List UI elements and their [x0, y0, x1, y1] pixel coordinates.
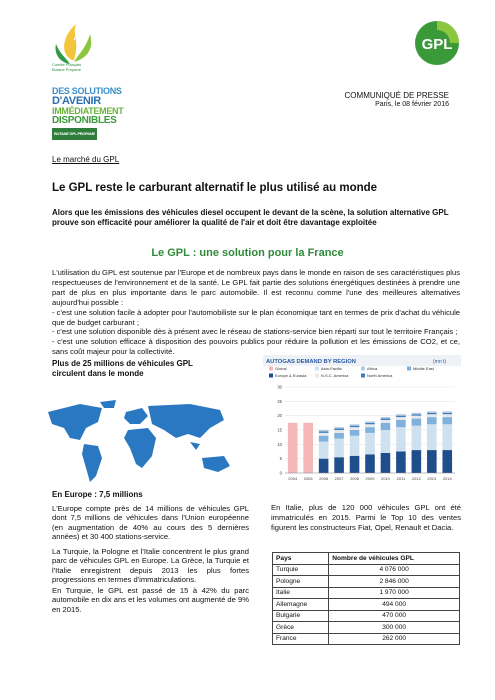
europe-paragraph: En Turquie, le GPL est passé de 15 à 42% du parc automobile en dix ans et les volumes ont augmenté de 9% en 2015. [52, 585, 249, 614]
x-tick-label: 2004 [288, 476, 298, 481]
country-cell: France [273, 633, 329, 645]
legend-label: N.S.C. America [321, 373, 349, 378]
press-date: Paris, le 08 février 2016 [375, 101, 449, 108]
y-tick-label: 25 [277, 398, 282, 404]
x-tick-label: 2010 [381, 476, 390, 481]
bar-segment [350, 436, 360, 456]
country-cell: Italie [273, 587, 329, 599]
table-row [273, 610, 460, 622]
vehicle-count-cell: 300 000 [329, 622, 460, 634]
legend-label: Middle East [413, 366, 434, 371]
autogas-demand-chart [263, 355, 461, 487]
bar-segment [442, 424, 452, 450]
vehicle-count-cell: 2 846 000 [329, 576, 460, 588]
chart-title: AUTOGAS DEMAND BY REGION [266, 359, 356, 365]
bar-segment [442, 413, 452, 414]
bar-segment [427, 450, 437, 473]
bar-segment [350, 456, 360, 473]
country-cell: Turquie [273, 564, 329, 576]
bar-segment [365, 454, 375, 473]
x-tick-label: 2012 [411, 476, 421, 481]
europe-section [52, 490, 249, 619]
legend-swatch [269, 367, 273, 371]
country-cell: Pologne [273, 576, 329, 588]
bar-segment [396, 420, 406, 427]
bar-segment [303, 423, 313, 473]
vehicle-count-cell: 4 076 000 [329, 564, 460, 576]
body-bullet: - c'est une solution facile à adopter pour l'automobiliste sur le plan économique tant en termes de prix d'achat du véhicule que de budget carburant ; [52, 307, 460, 327]
bar-segment [381, 420, 391, 423]
legend-swatch [315, 367, 319, 371]
bar-segment [365, 433, 375, 455]
press-header [345, 91, 449, 108]
table-row [273, 576, 460, 588]
bar-segment [334, 430, 344, 433]
world-map-image [40, 398, 245, 490]
section-label: Le marché du GPL [52, 155, 120, 164]
bar-segment [412, 426, 422, 450]
table-row [273, 633, 460, 645]
bar-segment [288, 423, 298, 473]
table-row [273, 587, 460, 599]
bar-segment [427, 411, 437, 412]
y-tick-label: 10 [277, 441, 282, 447]
map-caption: Plus de 25 millions de véhicules GPL circulent dans le monde [52, 359, 193, 378]
country-cell: Bulgarie [273, 610, 329, 622]
table-header: Pays [273, 553, 329, 565]
bar-segment [365, 423, 375, 424]
x-tick-label: 2008 [350, 476, 359, 481]
bar-segment [381, 430, 391, 453]
bar-segment [334, 427, 344, 428]
x-tick-label: 2013 [427, 476, 437, 481]
press-label: COMMUNIQUÉ DE PRESSE [344, 91, 449, 100]
x-tick-label: 2007 [334, 476, 344, 481]
table-row [273, 599, 460, 611]
bar-segment [427, 414, 437, 417]
bar-segment [412, 416, 422, 419]
x-tick-label: 2005 [303, 476, 313, 481]
y-tick-label: 15 [277, 427, 282, 433]
bar-segment [396, 416, 406, 417]
body-paragraph: L'utilisation du GPL est soutenue par l'Europe et de nombreux pays dans le monde en raison de ses caractéristiques plus respectueuses de l'environnement et de la santé. Le GPL fait partie des solutions énergétiques destinées à prendre une part de plus en plus importante dans le parc automobile. Il est reconnu comme l'une des meilleures alternatives aujourd'hui possible : [52, 268, 460, 307]
x-tick-label: 2009 [365, 476, 375, 481]
europe-paragraph: La Turquie, la Pologne et l'Italie concentrent le plus grand parc de véhicules GPL en Europe. La Grèce, la Turquie et l'Italie enregistrent depuis 2013 les plus fortes progressions en termes d'immatriculations. [52, 546, 249, 584]
bar-segment [350, 424, 360, 425]
y-tick-label: 30 [277, 384, 282, 390]
country-cell: Allemagne [273, 599, 329, 611]
italy-paragraph: En Italie, plus de 120 000 véhicules GPL ont été immatriculés en 2015. Parmi le Top 10 des ventes figurent les constructeurs Fiat, Opel, Renault et Dacia. [271, 503, 461, 532]
bar-segment [412, 419, 422, 426]
legend-swatch [269, 374, 273, 378]
bar-segment [381, 417, 391, 418]
y-tick-label: 0 [279, 470, 282, 476]
bar-segment [396, 414, 406, 415]
x-tick-label: 2011 [396, 476, 406, 481]
bar-segment [442, 417, 452, 424]
table-header-row [273, 553, 460, 565]
bar-segment [442, 450, 452, 473]
legend-label: North America [367, 373, 393, 378]
bar-segment [350, 427, 360, 430]
bar-segment [396, 452, 406, 474]
legend-swatch [407, 367, 411, 371]
vehicles-by-country-table [272, 552, 460, 645]
bar-segment [396, 417, 406, 420]
bar-segment [334, 439, 344, 458]
bar-segment [365, 421, 375, 422]
chart-unit: (mn t) [433, 359, 447, 365]
bar-segment [334, 429, 344, 430]
x-tick-label: 2014 [442, 476, 452, 481]
bar-segment [319, 436, 329, 442]
cfbp-name: Comité Français Butane Propane [52, 62, 82, 72]
bar-segment [381, 419, 391, 420]
bar-segment [442, 414, 452, 417]
table-row [273, 564, 460, 576]
slogan-block: DES SOLUTIONS D'AVENIR IMMÉDIATEMENT DISPONIBLES BUTANE GPL PROPANE [52, 86, 157, 140]
lead-paragraph: Alors que les émissions des véhicules diesel occupent le devant de la scène, la solution alternative GPL prouve son efficacité pour améliorer la qualité de l'air et doit être davantage exploitée [52, 208, 449, 227]
bar-segment [381, 423, 391, 430]
bar-segment [412, 413, 422, 414]
bar-segment [319, 459, 329, 473]
bar-segment [319, 430, 329, 431]
bar-segment [319, 431, 329, 432]
bar-segment [334, 433, 344, 439]
page-title: Le GPL reste le carburant alternatif le plus utilisé au monde [52, 182, 378, 194]
bar-segment [365, 424, 375, 427]
bar-segment [319, 433, 329, 436]
table-row [273, 622, 460, 634]
bar-segment [396, 427, 406, 451]
y-tick-label: 20 [277, 413, 282, 419]
bar-segment [365, 427, 375, 433]
legend-swatch [361, 367, 365, 371]
bar-segment [350, 430, 360, 436]
section-subtitle: Le GPL : une solution pour la France [151, 247, 344, 259]
vehicle-count-cell: 470 000 [329, 610, 460, 622]
europe-paragraph: L'Europe compte près de 14 millions de véhicules GPL dont 7,5 millions de véhicules dans l'Union européenne (en augmentation de 40% au cours des 5 dernières années) et 30 400 stations-service. [52, 503, 249, 541]
x-tick-label: 2006 [319, 476, 329, 481]
bar-segment [319, 441, 329, 458]
bar-segment [427, 424, 437, 450]
bar-segment [427, 417, 437, 424]
gpl-logo [414, 20, 460, 66]
bar-segment [412, 414, 422, 415]
vehicle-count-cell: 262 000 [329, 633, 460, 645]
body-bullet: - c'est une solution disponible dès à présent avec le réseau de stations-service bien réparti sur tout le territoire Français ; [52, 327, 458, 337]
svg-text:GPL: GPL [421, 36, 453, 53]
legend-label: Asia-Pacific [321, 366, 342, 371]
bar-segment [427, 413, 437, 414]
legend-swatch [361, 374, 365, 378]
vehicle-count-cell: 1 970 000 [329, 587, 460, 599]
legend-swatch [315, 374, 319, 378]
bar-segment [442, 411, 452, 412]
bar-segment [381, 453, 391, 473]
legend-label: Africa [367, 366, 378, 371]
europe-heading: En Europe : 7,5 millions [52, 490, 143, 499]
vehicle-count-cell: 494 000 [329, 599, 460, 611]
bar-segment [334, 457, 344, 473]
legend-label: Global [275, 366, 287, 371]
country-cell: Grèce [273, 622, 329, 634]
y-tick-label: 5 [279, 456, 282, 462]
intro-body [52, 268, 460, 357]
bar-segment [412, 450, 422, 473]
bar-segment [350, 426, 360, 427]
table-header: Nombre de véhicules GPL [329, 553, 460, 565]
body-bullet: - c'est une solution efficace à disposition des pouvoirs publics pour réduire la pollution et les émissions de CO2, et ce, sans coût majeur pour la collectivité. [52, 337, 460, 357]
legend-label: Europe & Eurasia [275, 373, 307, 378]
